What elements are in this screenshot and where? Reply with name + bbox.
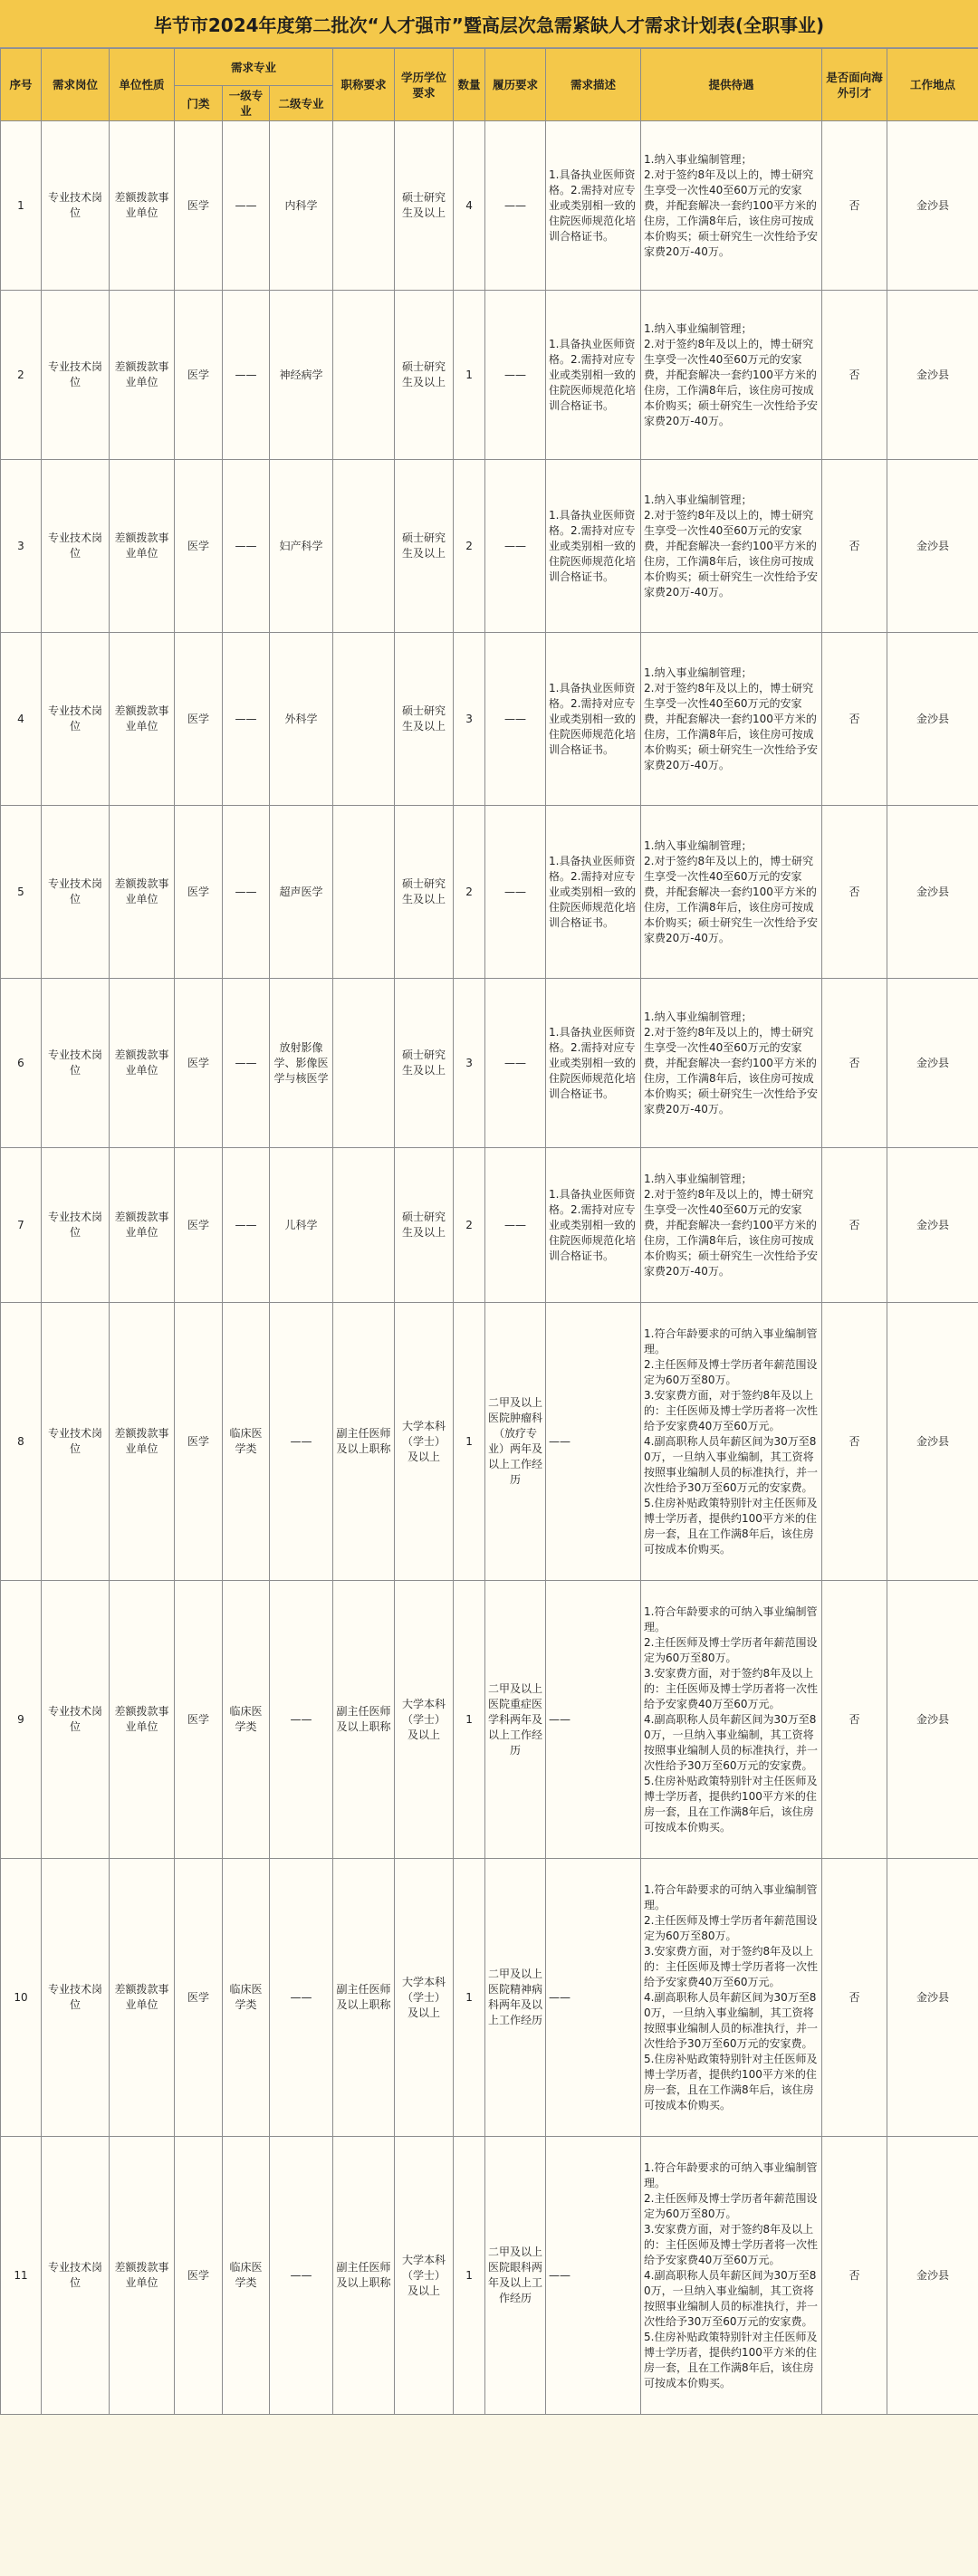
table-row — [1, 979, 978, 1148]
cell-count: 2 — [454, 1148, 485, 1303]
cell-seq: 11 — [1, 2137, 42, 2415]
cell-level1: —— — [223, 1148, 270, 1303]
cell-post: 专业技术岗位 — [42, 2137, 110, 2415]
cell-unit-type: 差额拨款事业单位 — [110, 2137, 175, 2415]
cell-category: 医学 — [175, 979, 223, 1148]
cell-title-req — [333, 291, 395, 460]
cell-description: —— — [546, 2137, 641, 2415]
cell-unit-type: 差额拨款事业单位 — [110, 1581, 175, 1859]
cell-unit-type: 差额拨款事业单位 — [110, 1303, 175, 1581]
cell-title-req — [333, 806, 395, 979]
header-degree: 学历学位要求 — [395, 49, 454, 121]
cell-level2: 妇产科学 — [270, 460, 333, 633]
cell-post: 专业技术岗位 — [42, 1859, 110, 2137]
header-seq: 序号 — [1, 49, 42, 121]
header-title-req: 职称要求 — [333, 49, 395, 121]
cell-category: 医学 — [175, 1581, 223, 1859]
cell-benefits: 1.纳入事业编制管理； 2.对于签约8年及以上的，博士研究生享受一次性40至60万元的安家费，并配套解决一套约100平方米的住房，工作满8年后，该住房可按成本价购买；硕士研究生一次性给予安家费20万-40万。 — [641, 121, 822, 291]
cell-count: 3 — [454, 979, 485, 1148]
cell-count: 1 — [454, 1303, 485, 1581]
cell-level2: 超声医学 — [270, 806, 333, 979]
cell-post: 专业技术岗位 — [42, 1581, 110, 1859]
cell-level1: —— — [223, 979, 270, 1148]
cell-degree: 硕士研究生及以上 — [395, 806, 454, 979]
cell-post: 专业技术岗位 — [42, 460, 110, 633]
table-title: 毕节市2024年度第二批次“人才强市”暨高层次急需紧缺人才需求计划表(全职事业) — [0, 0, 978, 48]
cell-count: 3 — [454, 633, 485, 806]
table-row — [1, 1148, 978, 1303]
cell-experience: 二甲及以上医院眼科两年及以上工作经历 — [485, 2137, 546, 2415]
cell-unit-type: 差额拨款事业单位 — [110, 1148, 175, 1303]
cell-overseas: 否 — [822, 1581, 887, 1859]
cell-level2: 神经病学 — [270, 291, 333, 460]
cell-experience: —— — [485, 633, 546, 806]
cell-category: 医学 — [175, 291, 223, 460]
cell-level2: 儿科学 — [270, 1148, 333, 1303]
cell-seq: 3 — [1, 460, 42, 633]
cell-seq: 1 — [1, 121, 42, 291]
header-benefits: 提供待遇 — [641, 49, 822, 121]
cell-description: —— — [546, 1859, 641, 2137]
cell-location: 金沙县 — [887, 291, 978, 460]
header-overseas: 是否面向海外引才 — [822, 49, 887, 121]
table-row — [1, 460, 978, 633]
cell-overseas: 否 — [822, 291, 887, 460]
cell-post: 专业技术岗位 — [42, 979, 110, 1148]
cell-location: 金沙县 — [887, 1303, 978, 1581]
cell-overseas: 否 — [822, 460, 887, 633]
cell-level1: —— — [223, 291, 270, 460]
cell-seq: 5 — [1, 806, 42, 979]
table-row — [1, 1581, 978, 1859]
cell-benefits: 1.纳入事业编制管理； 2.对于签约8年及以上的，博士研究生享受一次性40至60万元的安家费，并配套解决一套约100平方米的住房，工作满8年后，该住房可按成本价购买；硕士研究生一次性给予安家费20万-40万。 — [641, 633, 822, 806]
cell-location: 金沙县 — [887, 1148, 978, 1303]
cell-degree: 大学本科（学士）及以上 — [395, 1303, 454, 1581]
cell-location: 金沙县 — [887, 633, 978, 806]
cell-unit-type: 差额拨款事业单位 — [110, 121, 175, 291]
cell-post: 专业技术岗位 — [42, 1303, 110, 1581]
cell-level1: —— — [223, 460, 270, 633]
cell-location: 金沙县 — [887, 979, 978, 1148]
cell-title-req: 副主任医师及以上职称 — [333, 1859, 395, 2137]
cell-location: 金沙县 — [887, 1859, 978, 2137]
cell-post: 专业技术岗位 — [42, 806, 110, 979]
cell-level2: 外科学 — [270, 633, 333, 806]
cell-location: 金沙县 — [887, 2137, 978, 2415]
cell-category: 医学 — [175, 121, 223, 291]
cell-overseas: 否 — [822, 1859, 887, 2137]
cell-seq: 10 — [1, 1859, 42, 2137]
cell-description: 1.具备执业医师资格。2.需持对应专业或类别相一致的住院医师规范化培训合格证书。 — [546, 121, 641, 291]
cell-level2: 内科学 — [270, 121, 333, 291]
cell-overseas: 否 — [822, 1303, 887, 1581]
cell-description: 1.具备执业医师资格。2.需持对应专业或类别相一致的住院医师规范化培训合格证书。 — [546, 291, 641, 460]
cell-experience: 二甲及以上医院重症医学科两年及以上工作经历 — [485, 1581, 546, 1859]
cell-overseas: 否 — [822, 2137, 887, 2415]
cell-benefits: 1.纳入事业编制管理； 2.对于签约8年及以上的，博士研究生享受一次性40至60万元的安家费，并配套解决一套约100平方米的住房，工作满8年后，该住房可按成本价购买；硕士研究生一次性给予安家费20万-40万。 — [641, 979, 822, 1148]
header-experience: 履历要求 — [485, 49, 546, 121]
cell-benefits: 1.纳入事业编制管理； 2.对于签约8年及以上的，博士研究生享受一次性40至60万元的安家费，并配套解决一套约100平方米的住房，工作满8年后，该住房可按成本价购买；硕士研究生一次性给予安家费20万-40万。 — [641, 806, 822, 979]
table-body — [1, 121, 978, 2415]
cell-degree: 硕士研究生及以上 — [395, 121, 454, 291]
cell-description: 1.具备执业医师资格。2.需持对应专业或类别相一致的住院医师规范化培训合格证书。 — [546, 979, 641, 1148]
cell-experience: —— — [485, 806, 546, 979]
table-row — [1, 291, 978, 460]
cell-title-req: 副主任医师及以上职称 — [333, 1303, 395, 1581]
cell-title-req — [333, 121, 395, 291]
header-major-group: 需求专业 — [175, 49, 333, 86]
cell-location: 金沙县 — [887, 460, 978, 633]
cell-benefits: 1.纳入事业编制管理； 2.对于签约8年及以上的，博士研究生享受一次性40至60万元的安家费，并配套解决一套约100平方米的住房，工作满8年后，该住房可按成本价购买；硕士研究生一次性给予安家费20万-40万。 — [641, 460, 822, 633]
cell-category: 医学 — [175, 2137, 223, 2415]
cell-location: 金沙县 — [887, 806, 978, 979]
cell-category: 医学 — [175, 1303, 223, 1581]
cell-benefits: 1.符合年龄要求的可纳入事业编制管理。 2.主任医师及博士学历者年薪范围设定为60万至80万。 3.安家费方面，对于签约8年及以上的：主任医师及博士学历者将一次性给予安家费40万至60万元。 4.副高职称人员年薪区间为30万至80万，一旦纳入事业编制，其工资将按照事业编制人员的标准执行，并一次性给予30万至60万元的安家费。 5.住房补贴政策特别针对主任医师及博士学历者，提供约100平方米的住房一套，且在工作满8年后，该住房可按成本价购买。 — [641, 1859, 822, 2137]
cell-seq: 4 — [1, 633, 42, 806]
cell-level1: 临床医学类 — [223, 1581, 270, 1859]
cell-level2: —— — [270, 1859, 333, 2137]
cell-category: 医学 — [175, 806, 223, 979]
table-row — [1, 806, 978, 979]
cell-degree: 硕士研究生及以上 — [395, 1148, 454, 1303]
cell-description: 1.具备执业医师资格。2.需持对应专业或类别相一致的住院医师规范化培训合格证书。 — [546, 1148, 641, 1303]
cell-description: 1.具备执业医师资格。2.需持对应专业或类别相一致的住院医师规范化培训合格证书。 — [546, 806, 641, 979]
header-location: 工作地点 — [887, 49, 978, 121]
header-level2: 二级专业 — [270, 86, 333, 121]
cell-level1: —— — [223, 121, 270, 291]
cell-level2: —— — [270, 1581, 333, 1859]
table-row — [1, 1859, 978, 2137]
cell-post: 专业技术岗位 — [42, 633, 110, 806]
cell-unit-type: 差额拨款事业单位 — [110, 460, 175, 633]
cell-degree: 大学本科（学士）及以上 — [395, 1581, 454, 1859]
cell-seq: 9 — [1, 1581, 42, 1859]
cell-count: 4 — [454, 121, 485, 291]
cell-count: 2 — [454, 806, 485, 979]
cell-seq: 2 — [1, 291, 42, 460]
cell-category: 医学 — [175, 1859, 223, 2137]
table-row — [1, 121, 978, 291]
cell-level1: 临床医学类 — [223, 2137, 270, 2415]
cell-description: —— — [546, 1303, 641, 1581]
cell-location: 金沙县 — [887, 1581, 978, 1859]
cell-category: 医学 — [175, 460, 223, 633]
cell-seq: 8 — [1, 1303, 42, 1581]
cell-degree: 大学本科（学士）及以上 — [395, 1859, 454, 2137]
cell-experience: —— — [485, 460, 546, 633]
table-row — [1, 1303, 978, 1581]
header-description: 需求描述 — [546, 49, 641, 121]
cell-level1: 临床医学类 — [223, 1303, 270, 1581]
cell-unit-type: 差额拨款事业单位 — [110, 291, 175, 460]
cell-overseas: 否 — [822, 806, 887, 979]
cell-benefits: 1.符合年龄要求的可纳入事业编制管理。 2.主任医师及博士学历者年薪范围设定为60万至80万。 3.安家费方面，对于签约8年及以上的：主任医师及博士学历者将一次性给予安家费40万至60万元。 4.副高职称人员年薪区间为30万至80万，一旦纳入事业编制，其工资将按照事业编制人员的标准执行，并一次性给予30万至60万元的安家费。 5.住房补贴政策特别针对主任医师及博士学历者，提供约100平方米的住房一套，且在工作满8年后，该住房可按成本价购买。 — [641, 1581, 822, 1859]
cell-category: 医学 — [175, 1148, 223, 1303]
cell-level1: —— — [223, 806, 270, 979]
cell-benefits: 1.符合年龄要求的可纳入事业编制管理。 2.主任医师及博士学历者年薪范围设定为60万至80万。 3.安家费方面，对于签约8年及以上的：主任医师及博士学历者将一次性给予安家费40万至60万元。 4.副高职称人员年薪区间为30万至80万，一旦纳入事业编制，其工资将按照事业编制人员的标准执行，并一次性给予30万至60万元的安家费。 5.住房补贴政策特别针对主任医师及博士学历者，提供约100平方米的住房一套，且在工作满8年后，该住房可按成本价购买。 — [641, 1303, 822, 1581]
cell-count: 1 — [454, 2137, 485, 2415]
cell-description: —— — [546, 1581, 641, 1859]
cell-post: 专业技术岗位 — [42, 1148, 110, 1303]
cell-title-req: 副主任医师及以上职称 — [333, 2137, 395, 2415]
cell-unit-type: 差额拨款事业单位 — [110, 633, 175, 806]
cell-title-req — [333, 1148, 395, 1303]
cell-post: 专业技术岗位 — [42, 121, 110, 291]
cell-level1: 临床医学类 — [223, 1859, 270, 2137]
cell-description: 1.具备执业医师资格。2.需持对应专业或类别相一致的住院医师规范化培训合格证书。 — [546, 460, 641, 633]
cell-title-req — [333, 460, 395, 633]
cell-unit-type: 差额拨款事业单位 — [110, 979, 175, 1148]
cell-title-req: 副主任医师及以上职称 — [333, 1581, 395, 1859]
cell-title-req — [333, 633, 395, 806]
cell-count: 1 — [454, 1581, 485, 1859]
cell-benefits: 1.纳入事业编制管理； 2.对于签约8年及以上的，博士研究生享受一次性40至60万元的安家费，并配套解决一套约100平方米的住房，工作满8年后，该住房可按成本价购买；硕士研究生一次性给予安家费20万-40万。 — [641, 291, 822, 460]
header-unit-type: 单位性质 — [110, 49, 175, 121]
cell-experience: 二甲及以上医院肿瘤科（放疗专业）两年及以上工作经历 — [485, 1303, 546, 1581]
cell-experience: —— — [485, 1148, 546, 1303]
cell-seq: 7 — [1, 1148, 42, 1303]
cell-post: 专业技术岗位 — [42, 291, 110, 460]
cell-count: 1 — [454, 1859, 485, 2137]
cell-experience: —— — [485, 291, 546, 460]
talent-demand-table — [0, 48, 978, 2415]
cell-degree: 硕士研究生及以上 — [395, 460, 454, 633]
cell-location: 金沙县 — [887, 121, 978, 291]
cell-level1: —— — [223, 633, 270, 806]
cell-unit-type: 差额拨款事业单位 — [110, 1859, 175, 2137]
header-post: 需求岗位 — [42, 49, 110, 121]
cell-level2: 放射影像学、影像医学与核医学 — [270, 979, 333, 1148]
header-level1: 一级专业 — [223, 86, 270, 121]
cell-degree: 硕士研究生及以上 — [395, 979, 454, 1148]
cell-level2: —— — [270, 2137, 333, 2415]
cell-count: 2 — [454, 460, 485, 633]
table-row — [1, 633, 978, 806]
cell-category: 医学 — [175, 633, 223, 806]
cell-count: 1 — [454, 291, 485, 460]
cell-experience: 二甲及以上医院精神病科两年及以上工作经历 — [485, 1859, 546, 2137]
cell-degree: 大学本科（学士）及以上 — [395, 2137, 454, 2415]
table-row — [1, 2137, 978, 2415]
cell-degree: 硕士研究生及以上 — [395, 633, 454, 806]
cell-seq: 6 — [1, 979, 42, 1148]
cell-overseas: 否 — [822, 1148, 887, 1303]
cell-unit-type: 差额拨款事业单位 — [110, 806, 175, 979]
header-category: 门类 — [175, 86, 223, 121]
cell-overseas: 否 — [822, 121, 887, 291]
cell-benefits: 1.符合年龄要求的可纳入事业编制管理。 2.主任医师及博士学历者年薪范围设定为60万至80万。 3.安家费方面，对于签约8年及以上的：主任医师及博士学历者将一次性给予安家费40万至60万元。 4.副高职称人员年薪区间为30万至80万，一旦纳入事业编制，其工资将按照事业编制人员的标准执行，并一次性给予30万至60万元的安家费。 5.住房补贴政策特别针对主任医师及博士学历者，提供约100平方米的住房一套，且在工作满8年后，该住房可按成本价购买。 — [641, 2137, 822, 2415]
header-count: 数量 — [454, 49, 485, 121]
cell-level2: —— — [270, 1303, 333, 1581]
cell-overseas: 否 — [822, 979, 887, 1148]
cell-overseas: 否 — [822, 633, 887, 806]
cell-benefits: 1.纳入事业编制管理； 2.对于签约8年及以上的，博士研究生享受一次性40至60万元的安家费，并配套解决一套约100平方米的住房，工作满8年后，该住房可按成本价购买；硕士研究生一次性给予安家费20万-40万。 — [641, 1148, 822, 1303]
cell-experience: —— — [485, 979, 546, 1148]
cell-experience: —— — [485, 121, 546, 291]
cell-title-req — [333, 979, 395, 1148]
cell-description: 1.具备执业医师资格。2.需持对应专业或类别相一致的住院医师规范化培训合格证书。 — [546, 633, 641, 806]
cell-degree: 硕士研究生及以上 — [395, 291, 454, 460]
